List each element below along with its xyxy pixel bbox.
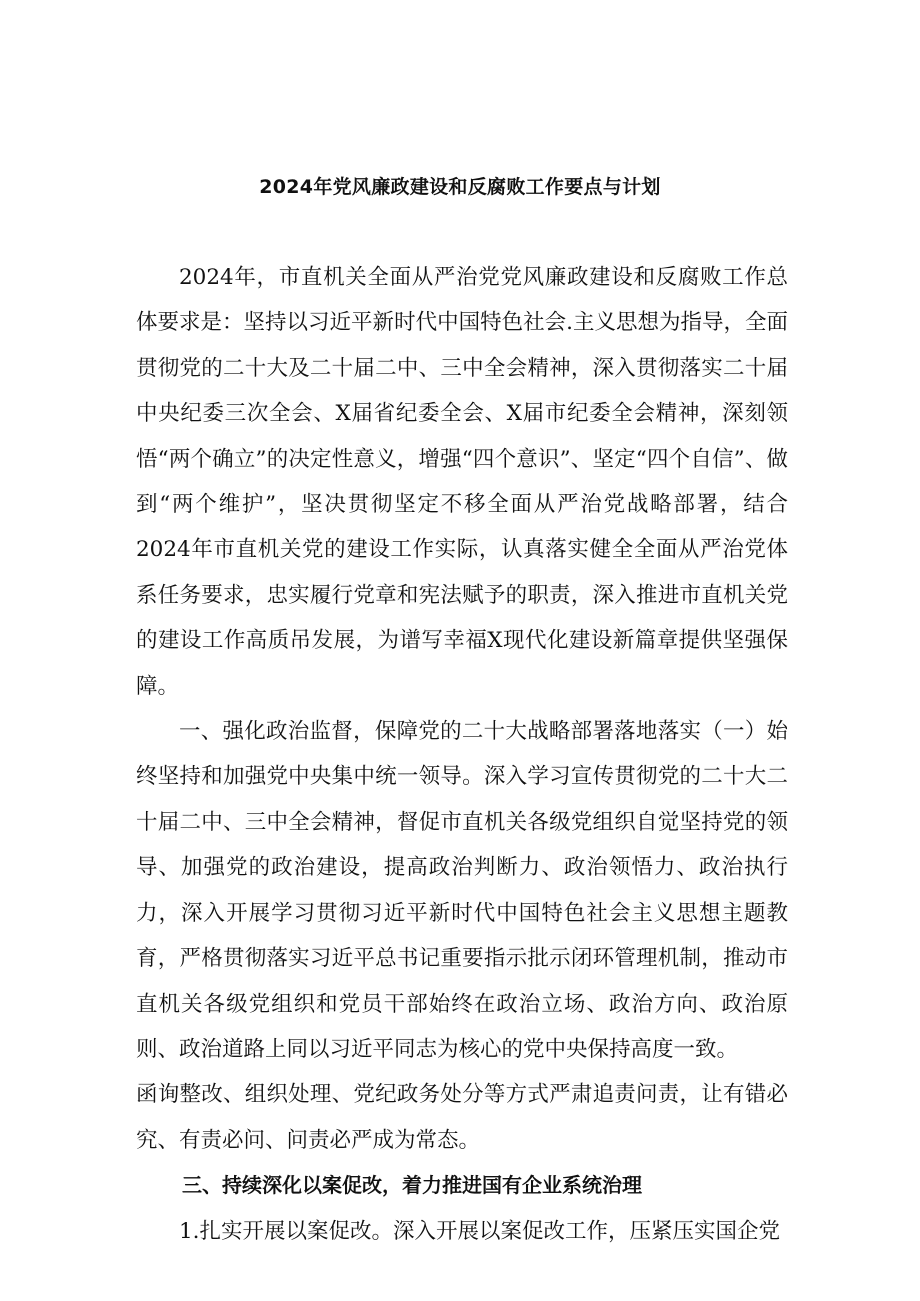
section-one-paragraph: 一、强化政治监督，保障党的二十大战略部署落地落实（一）始终坚持和加强党中央集中统一领导。深入学习宣传贯彻党的二十大二十届二中、三中全会精神，督促市直机关各级党组织自觉坚持党的领导、加强党的政治建设，提高政治判断力、政治领悟力、政治执行力，深入开展学习贯彻习近平新时代中国特色社会主义思想主题教育，严格贯彻落实习近平总书记重要指示批示闭环管理机制，推动市直机关各级党组织和党员干部始终在政治立场、政治方向、政治原则、政治道路上同以习近平同志为核心的党中央保持高度一致。	[136, 719, 788, 1062]
document-body	[136, 255, 788, 1254]
intro-paragraph: 2024年，市直机关全面从严治党党风廉政建设和反腐败工作总体要求是：坚持以习近平新时代中国特色社会.主义思想为指导，全面贯彻党的二十大及二十届二中、三中全会精神，深入贯彻落实二十届中央纪委三次全会、X届省纪委全会、X届市纪委全会精神，深刻领悟“两个确立”的决定性意义，增强“四个意识”、坚定“四个自信”、做到“两个维护”，坚决贯彻坚定不移全面从严治党战略部署，结合2024年市直机关党的建设工作实际，认真落实健全全面从严治党体系任务要求，忠实履行党章和宪法赋予的职责，深入推进市直机关党的建设工作高质吊发展，为谱写幸福X现代化建设新篇章提供坚强保障。	[136, 265, 788, 699]
item-one-paragraph: 1.扎实开展以案促改。深入开展以案促改工作，压紧压实国企党	[179, 1218, 781, 1244]
continuation-paragraph: 函询整改、组织处理、党纪政务处分等方式严肃追责问责，让有错必究、有责必问、问责必严成为常态。	[136, 1082, 788, 1153]
section-three-heading: 三、持续深化以案促改，着力推进国有企业系统治理	[182, 1173, 642, 1198]
document-title: 2024年党风廉政建设和反腐败工作要点与计划	[259, 176, 661, 198]
